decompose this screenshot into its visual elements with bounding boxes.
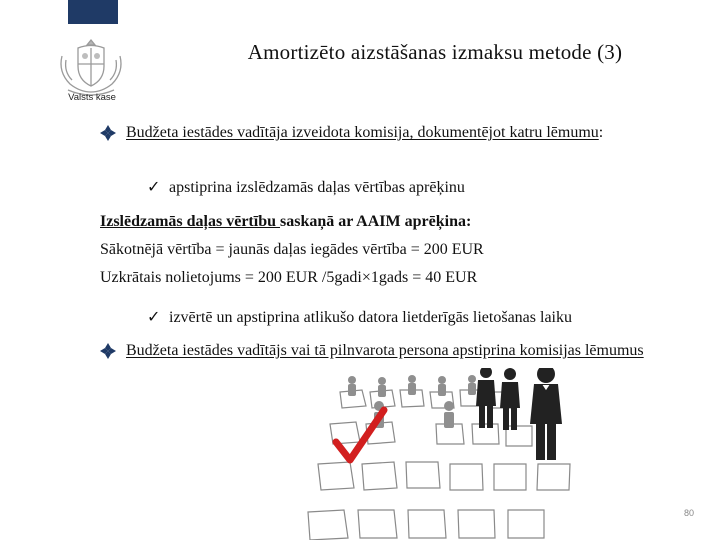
diamond-bullet-icon [100,343,116,359]
check-text-1: apstiprina izslēdzamās daļas vērtības aprēķinu [169,179,465,196]
page-title: Amortizēto aizstāšanas izmaksu metode (3) [247,40,623,64]
brand-bar [68,0,118,24]
calculation-heading [100,212,471,232]
bullet-text-1-underlined: Budžeta iestādes vadītāja izveidota komisija, dokumentējot katru lēmumu [126,124,599,141]
calculation-heading-underlined: Izslēdzamās daļas vērtību [100,213,280,230]
check-item-2 [147,308,572,328]
page-number: 80 [683,508,694,518]
checkmark-icon: ✓ [147,309,161,326]
selection-illustration [300,368,630,540]
calculation-heading-rest: saskaņā ar AAIM aprēķina: [280,213,472,230]
check-text-2: izvērtē un apstiprina atlikušo datora lietderīgās lietošanas laiku [169,309,572,326]
bullet-text-2 [126,340,674,361]
diamond-bullet-icon [100,125,116,141]
calculation-line-2: Uzkrātais nolietojums = 200 EUR /5gadi×1gads = 40 EUR [100,269,478,286]
bullet-text-1-colon: : [598,124,604,141]
calculation-line-1: Sākotnējā vērtība = jaunās daļas iegādes vērtība = 200 EUR [100,241,484,258]
check-item-1 [147,178,465,198]
bullet-text-1 [126,122,674,143]
bullet-text-2-underlined: Budžeta iestādes vadītājs vai tā pilnvarota persona apstiprina komisijas lēmumus [126,342,644,359]
logo-caption: Valsts kase [68,92,116,103]
checkmark-icon: ✓ [147,179,161,196]
